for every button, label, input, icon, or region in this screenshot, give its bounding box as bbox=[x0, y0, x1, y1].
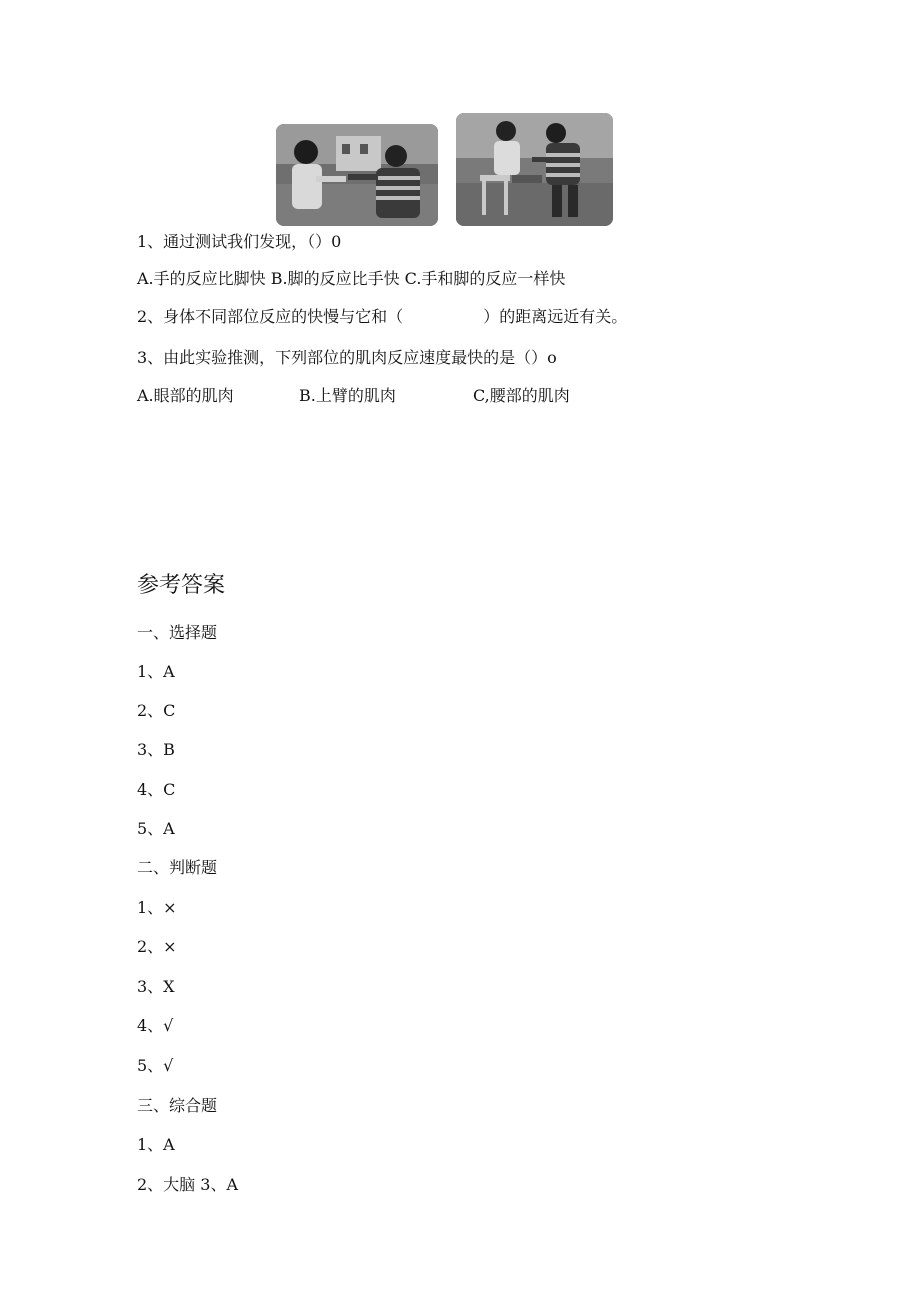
answer-item: 1、A bbox=[137, 1135, 175, 1154]
answer-item: 4、√ bbox=[137, 1016, 174, 1035]
answer-item: 5、A bbox=[137, 819, 175, 838]
question-2-after: ）的距离远近有关。 bbox=[483, 307, 628, 326]
answer-item: 1、A bbox=[137, 662, 175, 681]
reaction-test-photo-hand bbox=[276, 124, 438, 226]
question-1-options: A.手的反应比脚快 B.脚的反应比手快 C.手和脚的反应一样快 bbox=[137, 269, 566, 288]
answer-item: 4、C bbox=[137, 780, 176, 799]
option-b: B.上臂的肌肉 bbox=[299, 386, 396, 405]
section-heading: 一、选择题 bbox=[137, 623, 218, 642]
answers-title: 参考答案 bbox=[137, 573, 226, 598]
question-2-before: 2、身体不同部位反应的快慢与它和（ bbox=[137, 307, 404, 326]
answer-item: 2、× bbox=[137, 937, 177, 956]
question-1: 1、通过测试我们发现，（）0 bbox=[137, 232, 342, 251]
answer-item: 2、大脑 3、A bbox=[137, 1175, 239, 1194]
answer-item: 1、× bbox=[137, 898, 177, 917]
answer-item: 5、√ bbox=[137, 1056, 174, 1075]
answer-item: 3、B bbox=[137, 740, 175, 759]
question-3-options bbox=[137, 386, 570, 406]
option-c: C,腰部的肌肉 bbox=[473, 386, 570, 405]
answer-item: 2、C bbox=[137, 701, 176, 720]
answer-item: 3、X bbox=[137, 977, 175, 996]
section-heading: 三、综合题 bbox=[137, 1096, 218, 1115]
question-3: 3、由此实验推测，下列部位的肌肉反应速度最快的是（）o bbox=[137, 348, 557, 367]
question-2 bbox=[137, 307, 627, 327]
option-a: A.眼部的肌肉 bbox=[137, 386, 234, 405]
section-heading: 二、判断题 bbox=[137, 858, 218, 877]
reaction-test-photo-foot bbox=[456, 113, 613, 226]
